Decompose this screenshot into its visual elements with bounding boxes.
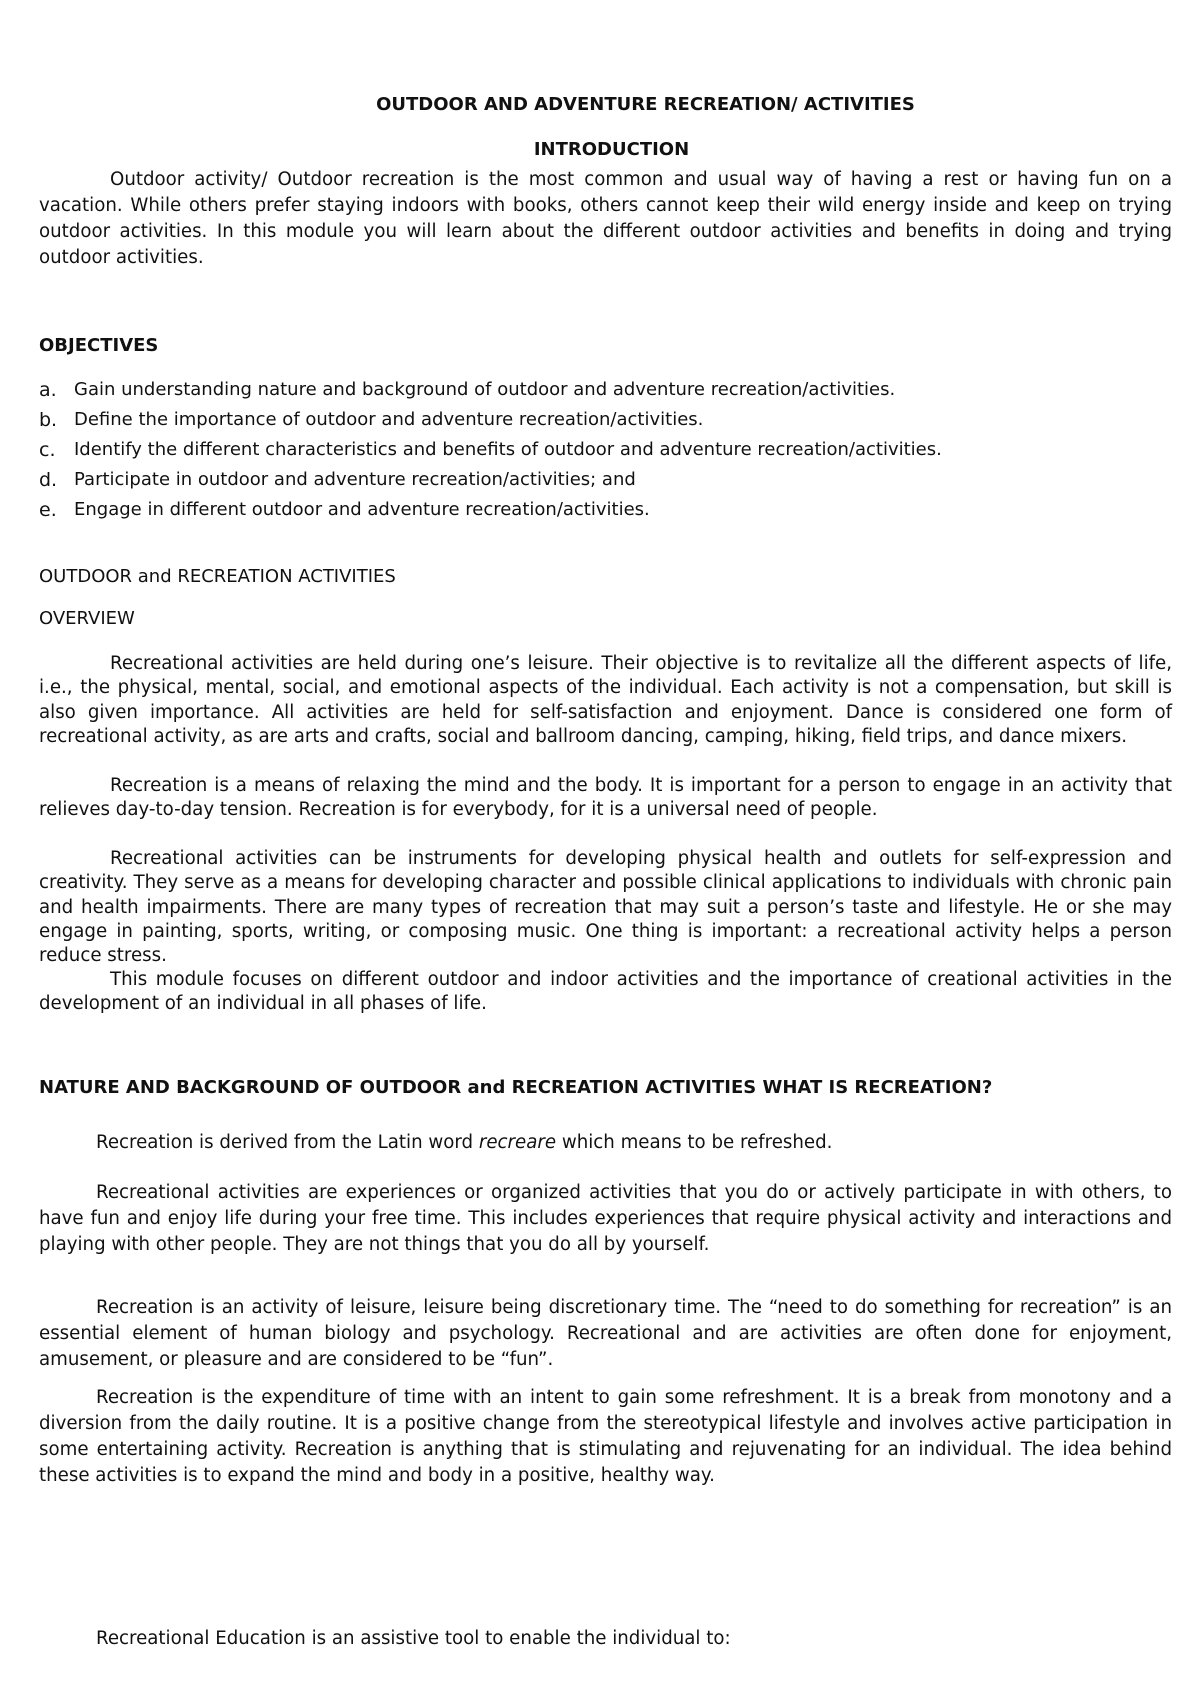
section-label: OUTDOOR and RECREATION ACTIVITIES (39, 566, 396, 587)
overview-paragraph-3: Recreational activities can be instruments for developing physical health and outlets for self-expression and creativity. They serve as a means for developing character and possible clinical applications to individuals with chronic pain and health impairments. There are many types of recreation that may suit a person’s taste and lifestyle. He or she may engage in painting, sports, writing, or composing music. One thing is important: a recreational activity helps a person reduce stress. (39, 848, 1172, 967)
introduction-paragraph: Outdoor activity/ Outdoor recreation is the most common and usual way of having a rest or having fun on a vacation. While others prefer staying indoors with books, others cannot keep their wild energy inside and keep on trying outdoor activities. In this module you will learn about the different outdoor activities and benefits in doing and trying outdoor activities. (39, 169, 1172, 268)
document-page (39, 0, 1172, 1695)
introduction-heading: INTRODUCTION (533, 139, 690, 160)
nature-paragraph-1: Recreational activities are experiences or organized activities that you do or actively participate in with others, to have fun and enjoy life during your free time. This includes experiences that require physical activity and interactions and playing with other people. They are not things that you do all by yourself. (39, 1182, 1172, 1255)
objective-item (39, 435, 1172, 465)
objectives-list (39, 375, 1172, 525)
objective-text: Gain understanding nature and background of outdoor and adventure recreation/activities. (74, 379, 896, 400)
objective-marker: c. (39, 439, 56, 461)
closing-paragraph: Recreational Education is an assistive tool to enable the individual to: (96, 1628, 731, 1649)
nature-paragraph-2: Recreation is an activity of leisure, leisure being discretionary time. The “need to do something for recreation” is an essential element of human biology and psychology. Recreational and are activities are often done for enjoyment, amusement, or pleasure and are considered to be “fun”. (39, 1297, 1172, 1370)
objective-marker: e. (39, 499, 57, 521)
nature-heading: NATURE AND BACKGROUND OF OUTDOOR and RECREATION ACTIVITIES WHAT IS RECREATION? (39, 1077, 993, 1098)
objective-item (39, 405, 1172, 435)
derived-before: Recreation is derived from the Latin word (96, 1132, 479, 1153)
objective-text: Participate in outdoor and adventure recreation/activities; and (74, 469, 636, 490)
objective-text: Engage in different outdoor and adventure recreation/activities. (74, 499, 650, 520)
latin-word: recreare (478, 1132, 557, 1153)
document-title: OUTDOOR AND ADVENTURE RECREATION/ ACTIVITIES (376, 94, 915, 115)
objective-marker: b. (39, 409, 58, 431)
objective-item (39, 465, 1172, 495)
objective-text: Identify the different characteristics and benefits of outdoor and adventure recreation/activities. (74, 439, 942, 460)
nature-paragraph-3: Recreation is the expenditure of time with an intent to gain some refreshment. It is a break from monotony and a diversion from the daily routine. It is a positive change from the stereotypical lifestyle and involves active participation in some entertaining activity. Recreation is anything that is stimulating and rejuvenating for an individual. The idea behind these activities is to expand the mind and body in a positive, healthy way. (39, 1387, 1172, 1486)
objectives-heading: OBJECTIVES (39, 335, 159, 356)
objective-marker: d. (39, 469, 58, 491)
objective-text: Define the importance of outdoor and adventure recreation/activities. (74, 409, 704, 430)
overview-paragraph-1: Recreational activities are held during one’s leisure. Their objective is to revitalize all the different aspects of life, i.e., the physical, mental, social, and emotional aspects of the individual. Each activity is not a compensation, but skill is also given importance. All activities are held for self-satisfaction and enjoyment. Dance is considered one form of recreational activity, as are arts and crafts, social and ballroom dancing, camping, hiking, field trips, and dance mixers. (39, 653, 1172, 747)
overview-paragraph-2: Recreation is a means of relaxing the mind and the body. It is important for a person to engage in an activity that relieves day-to-day tension. Recreation is for everybody, for it is a universal need of people. (39, 775, 1172, 821)
objective-item (39, 375, 1172, 405)
overview-heading: OVERVIEW (39, 608, 135, 629)
derived-after: which means to be refreshed. (556, 1132, 833, 1153)
objective-item (39, 495, 1172, 525)
derived-paragraph (39, 1130, 1172, 1156)
overview-paragraph-4: This module focuses on different outdoor and indoor activities and the importance of creational activities in the development of an individual in all phases of life. (39, 969, 1172, 1015)
objective-marker: a. (39, 379, 57, 401)
